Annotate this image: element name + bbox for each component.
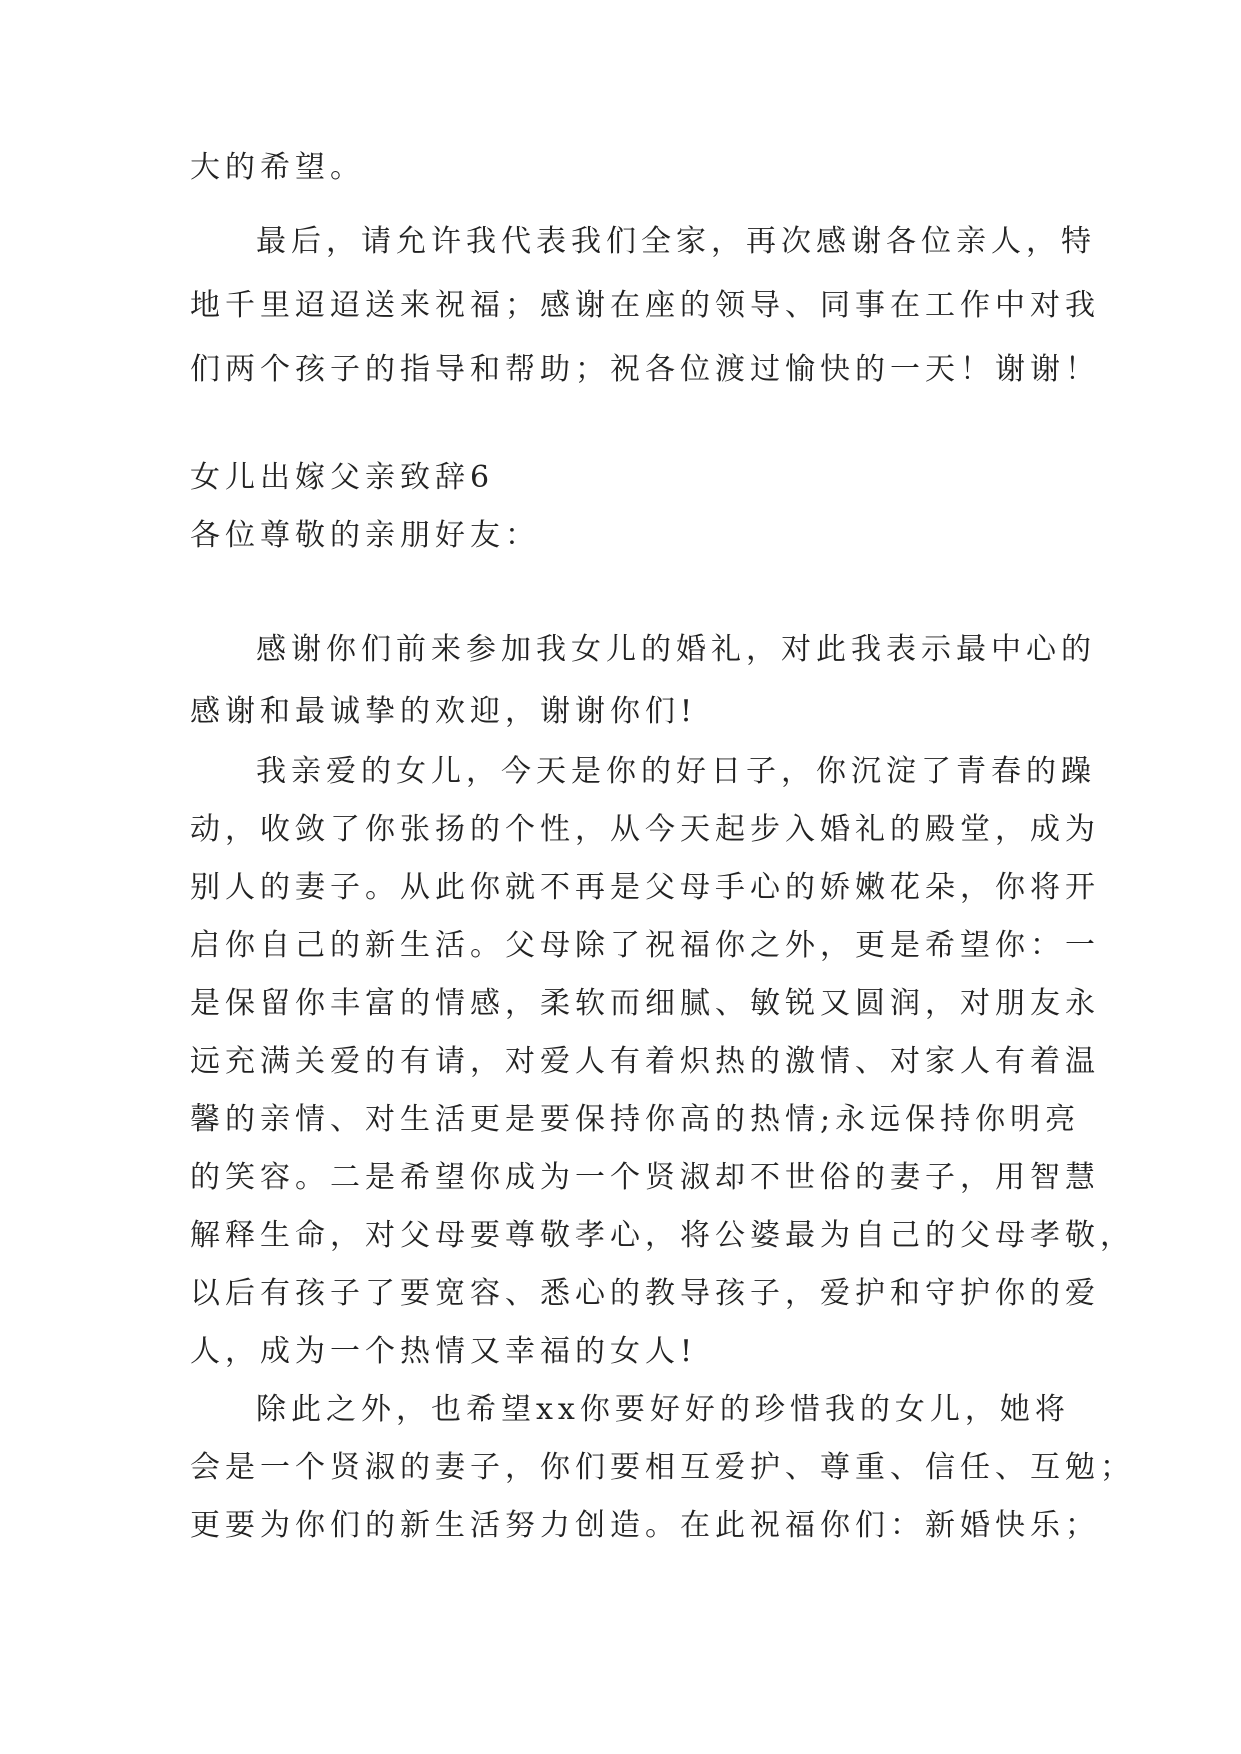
paragraph-line: 是保留你丰富的情感，柔软而细腻、敏锐又圆润，对朋友永 (190, 986, 1100, 1021)
paragraph-line: 更要为你们的新生活努力创造。在此祝福你们：新婚快乐； (190, 1508, 1100, 1543)
paragraph-line: 我亲爱的女儿，今天是你的好日子，你沉淀了青春的躁 (256, 754, 1096, 789)
paragraph-line: 最后，请允许我代表我们全家，再次感谢各位亲人，特 (256, 224, 1096, 259)
paragraph-line: 以后有孩子了要宽容、悉心的教导孩子，爱护和守护你的爱 (190, 1276, 1100, 1311)
paragraph-line: 会是一个贤淑的妻子，你们要相互爱护、尊重、信任、互勉； (190, 1450, 1135, 1485)
paragraph-line: 地千里迢迢送来祝福；感谢在座的领导、同事在工作中对我 (190, 288, 1100, 323)
paragraph-line: 大的希望。 (190, 150, 365, 185)
section-title: 女儿出嫁父亲致辞6 (190, 460, 495, 495)
greeting-line: 各位尊敬的亲朋好友： (190, 518, 540, 553)
paragraph-line: 馨的亲情、对生活更是要保持你高的热情;永远保持你明亮 (190, 1102, 1081, 1137)
paragraph-line: 除此之外，也希望xx你要好好的珍惜我的女儿，她将 (256, 1392, 1070, 1427)
paragraph-line: 感谢你们前来参加我女儿的婚礼，对此我表示最中心的 (256, 632, 1096, 667)
paragraph-line: 的笑容。二是希望你成为一个贤淑却不世俗的妻子，用智慧 (190, 1160, 1100, 1195)
paragraph-line: 启你自己的新生活。父母除了祝福你之外，更是希望你：一 (190, 928, 1100, 963)
paragraph-line: 解释生命，对父母要尊敬孝心，将公婆最为自己的父母孝敬， (190, 1218, 1135, 1253)
paragraph-line: 人，成为一个热情又幸福的女人! (190, 1334, 698, 1369)
paragraph-line: 别人的妻子。从此你就不再是父母手心的娇嫩花朵，你将开 (190, 870, 1100, 905)
paragraph-line: 感谢和最诚挚的欢迎，谢谢你们! (190, 694, 698, 729)
paragraph-line: 动，收敛了你张扬的个性，从今天起步入婚礼的殿堂，成为 (190, 812, 1100, 847)
paragraph-line: 们两个孩子的指导和帮助；祝各位渡过愉快的一天！谢谢！ (190, 352, 1100, 387)
paragraph-line: 远充满关爱的有请，对爱人有着炽热的激情、对家人有着温 (190, 1044, 1100, 1079)
